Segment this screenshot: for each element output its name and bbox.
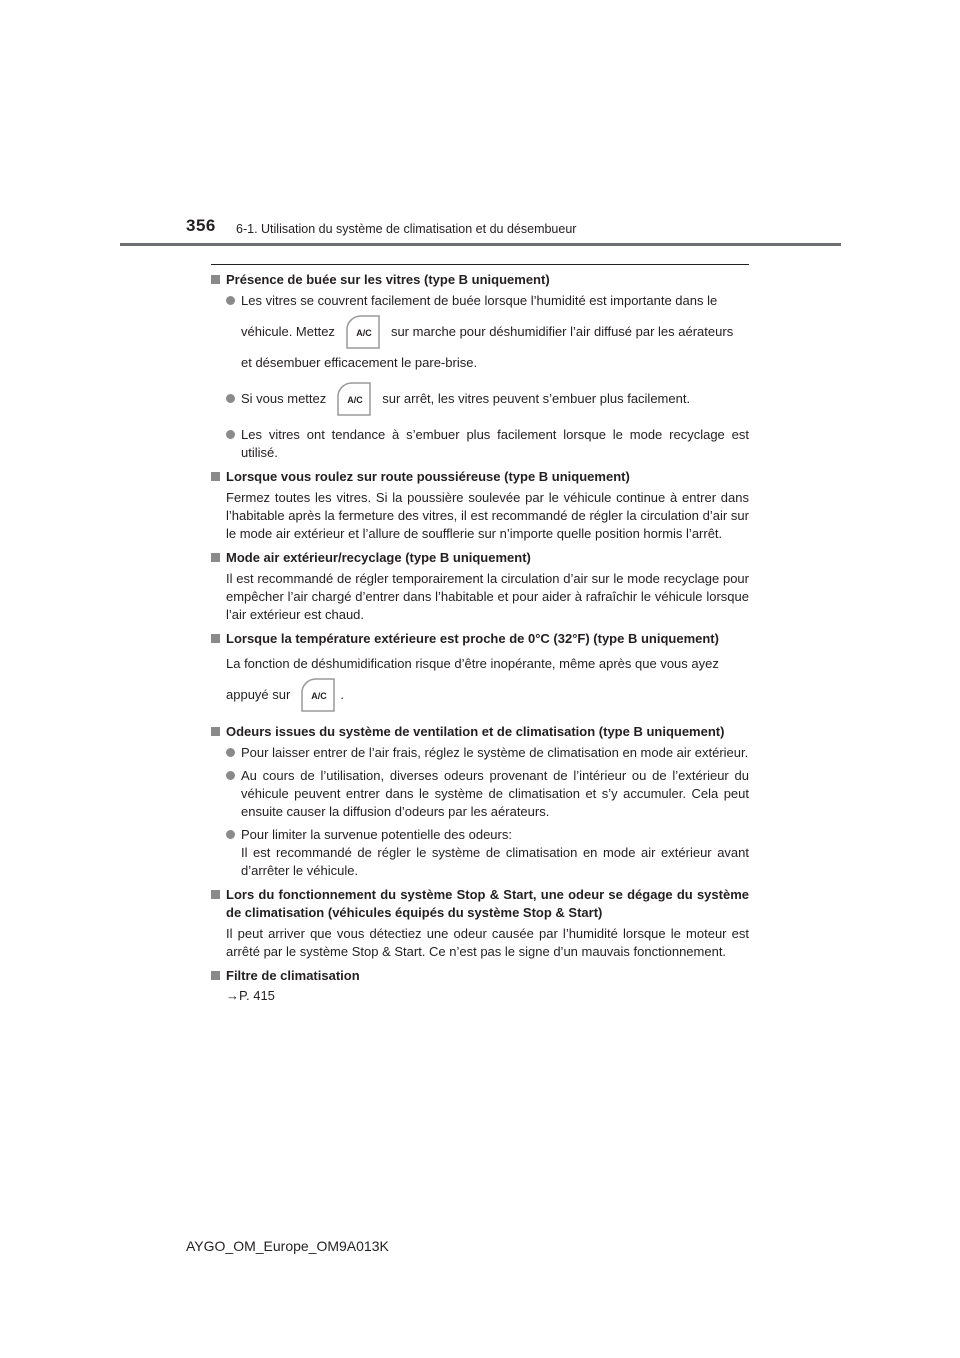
text-fragment: véhicule. Mettez [241,324,335,339]
text-line-with-icon [241,377,749,421]
header-rule [120,243,841,246]
text-fragment: Si vous mettez [241,391,327,406]
section-heading [211,967,749,985]
section-odors [211,723,749,880]
ac-button-icon [336,381,372,417]
section-heading [211,468,749,486]
section-body [226,655,749,717]
section-title: Filtre de climatisation [226,968,360,983]
round-bullet-icon [226,830,235,839]
ac-button-icon [300,677,336,713]
round-bullet-icon [226,394,235,403]
section-fogging [211,271,749,462]
section-stop-start [211,886,749,961]
list-item-text: Les vitres ont tendance à s’embuer plus facilement lorsque le mode recyclage est utilisé. [241,427,749,460]
square-bullet-icon [211,472,220,481]
text-fragment: appuyé sur [226,687,291,702]
section-body: Fermez toutes les vitres. Si la poussière soulevée par le véhicule continue à entrer dans l’habitable après la fermeture des vitres, il est recommandé de régler la circulation d’air sur le mode air extérieur et l’allure de soufflerie sur n’importe quelle position hormis l’arrêt. [226,490,749,541]
section-heading [211,549,749,567]
section-body [226,292,749,462]
section-title: Lorsque la température extérieure est proche de 0°C (32°F) (type B uniquement) [226,631,719,646]
page-number: 356 [186,216,216,235]
text-line: Pour limiter la survenue potentielle des odeurs: [241,827,512,842]
section-heading [211,723,749,741]
footer-doc-code: AYGO_OM_Europe_OM9A013K [186,1238,389,1254]
text-fragment: sur arrêt, les vitres peuvent s’embuer plus facilement. [382,391,691,406]
round-bullet-icon [226,430,235,439]
text-line-with-icon [241,310,749,354]
list-item [226,767,749,821]
square-bullet-icon [211,971,220,980]
section-cold-temperature [211,630,749,717]
round-bullet-icon [226,771,235,780]
list-item-text [241,826,749,880]
ac-icon-label: A/C [347,395,364,405]
list-item [226,744,749,762]
list-item [226,292,749,372]
section-body: Il est recommandé de régler temporairement la circulation d’air sur le mode recyclage pour empêcher l’air chargé d’entrer dans l’habitable et pour aider à rafraîchir le véhicule lorsque l’air extérieur est chaud. [226,571,749,622]
square-bullet-icon [211,553,220,562]
text-line: et désembuer efficacement le pare-brise. [241,355,478,370]
section-title: Lorsque vous roulez sur route poussiéreuse (type B uniquement) [226,469,630,484]
list-item-text: Pour laisser entrer de l’air frais, réglez le système de climatisation en mode air extérieur. [241,745,749,760]
section-title: Lors du fonctionnement du système Stop & Start, une odeur se dégage du système de climatisation (véhicules équipés du système Stop & Start) [226,887,749,920]
round-bullet-icon [226,748,235,757]
section-ac-filter [211,967,749,1005]
ac-button-icon [345,314,381,350]
chapter-title: 6-1. Utilisation du système de climatisation et du désembueur [236,222,577,236]
section-body: Il peut arriver que vous détectiez une odeur causée par l’humidité lorsque le moteur est arrêté par le système Stop & Start. Ce n’est pas le signe d’un mauvais fonctionnement. [226,926,749,959]
list-item [226,426,749,462]
text-line: Les vitres se couvrent facilement de buée lorsque l’humidité est importante dans le [241,293,718,308]
section-heading [211,630,749,648]
content-top-rule [211,264,749,265]
text-fragment: sur marche pour déshumidifier l’air diffusé par les aérateurs [390,324,734,339]
text-line-with-icon [226,673,749,717]
text-line: La fonction de déshumidification risque d’être inopérante, même après que vous ayez [226,656,719,671]
section-title: Mode air extérieur/recyclage (type B uniquement) [226,550,531,565]
list-item-text: Au cours de l’utilisation, diverses odeurs provenant de l’intérieur ou de l’extérieur du véhicule peuvent entrer dans le système de climatisation et s’y accumuler. Cela peut ensuite causer la diffusion d’odeurs par les aérateurs. [241,768,749,819]
section-heading [211,271,749,289]
ac-icon-label: A/C [356,328,372,338]
text-fragment: . [340,687,344,702]
square-bullet-icon [211,634,220,643]
round-bullet-icon [226,296,235,305]
section-title: Présence de buée sur les vitres (type B uniquement) [226,272,550,287]
text-line: Il est recommandé de régler le système de climatisation en mode air extérieur avant d’arrêter le véhicule. [241,845,749,878]
section-heading [211,886,749,922]
section-dusty-road [211,468,749,543]
page-content [211,264,749,1005]
section-body [226,744,749,880]
section-air-mode [211,549,749,624]
list-item [226,377,749,421]
section-title: Odeurs issues du système de ventilation et de climatisation (type B uniquement) [226,724,725,739]
square-bullet-icon [211,275,220,284]
list-item-text [241,292,749,372]
square-bullet-icon [211,727,220,736]
ac-icon-label: A/C [311,691,328,701]
page-reference-link[interactable]: →P. 415 [226,988,275,1003]
list-item [226,826,749,880]
square-bullet-icon [211,890,220,899]
